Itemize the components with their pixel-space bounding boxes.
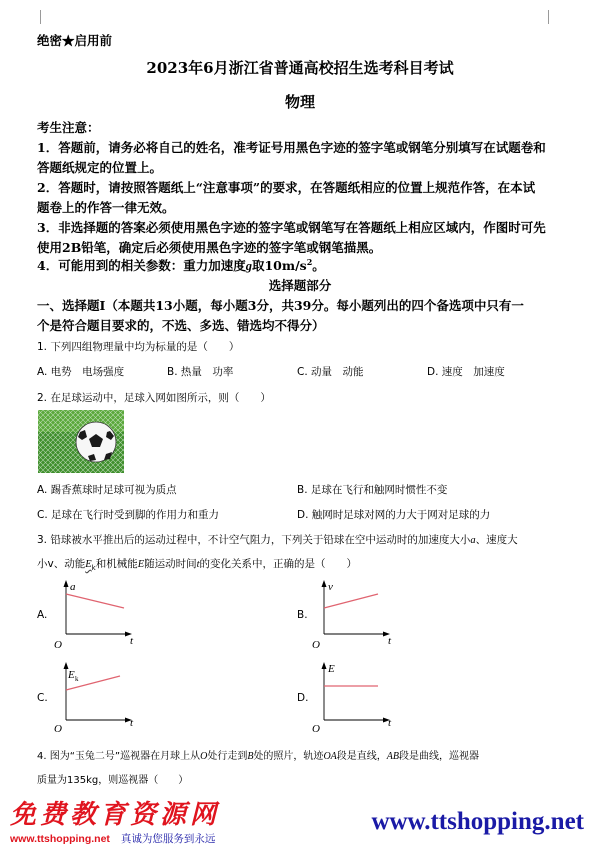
notes-heading: 考生注意： [37,120,100,135]
q4-stem-line2: 质量为135kg，则巡视器（ ） [37,775,189,786]
secret-label: 绝密★启用前 [37,33,113,48]
q3-text: 小v、动能 [37,558,86,570]
footer-brand: 免费教育资源网 [10,800,221,830]
football-goal-photo [38,410,124,473]
q1-option-d: D. 速度 加速度 [427,366,505,378]
q3-sym-a: a [470,535,476,546]
section-instruction-line1: 一、选择题Ⅰ（本题共13小题，每小题3分，共39分。每小题列出的四个备选项中只有一 [37,298,524,313]
y-axis-subscript: k [75,675,79,683]
y-axis-arrow [64,662,69,669]
footer-site-large[interactable]: www.ttshopping.net [371,808,584,835]
g-value: 取10m/s [251,258,307,273]
q4-text: 处的照片，轨迹 [253,751,324,762]
origin-label: O [312,639,320,651]
q3-text: 3. 铅球被水平推出后的运动过程中，不计空气阻力，下列关于铅球在空中运动时的加速度大小 [37,534,471,546]
q3-sym-energy: E [137,559,145,570]
q4-point-b: B [247,751,254,762]
y-axis-arrow [322,662,327,669]
graph-b-line [324,594,378,608]
q1-option-b: B. 热量 功率 [167,366,234,378]
q3-text: 、速度大 [475,534,518,546]
q3-sym-k: k [91,564,96,573]
q2-option-b: B. 足球在飞行和触网时惯性不变 [297,484,448,496]
footer-sub [10,831,220,846]
footer-site-small[interactable]: www.ttshopping.net [10,833,110,845]
notes-line: 题卷上的作答一律无效。 [37,200,175,215]
notes-line: 使用2B铅笔，确定后必须使用黑色字迹的签字笔或钢笔描黑。 [37,240,382,255]
g-symbol: g [245,259,252,273]
exam-title: 2023年6月浙江省普通高校招生选考科目考试 [146,59,454,77]
q4-stem-line1 [37,747,479,762]
origin-label: O [54,639,62,651]
corner-mark-left [26,10,41,24]
section-title: 选择题部分 [268,278,332,293]
q2-stem: 2. 在足球运动中，足球入网如图所示，则（ ） [37,392,271,404]
graph-c-label: C. [37,692,48,704]
g-superscript: 2 [306,256,313,267]
x-axis-label: t [130,717,134,729]
notes-line: 2．答题时，请按照答题纸上“注意事项”的要求，在答题纸相应的位置上规范作答，在本试 [37,180,536,195]
q3-sym-e: E [85,559,92,570]
corner-mark-right [548,10,563,24]
graph-d [308,660,408,738]
q4-text: 段是直线， [336,751,387,762]
section-instruction-line2: 个是符合题目要求的，不选、多选、错选均不得分） [37,318,325,333]
y-axis-label: E [328,663,335,675]
q3-sym-t: t [196,559,200,570]
q1-option-c: C. 动量 动能 [297,366,364,378]
q4-text: 4. 图为“玉兔二号”巡视器在月球上从 [37,751,201,762]
q3-text: 的变化关系中，正确的是（ ） [199,558,358,570]
q3-text: 和机械能 [95,558,138,570]
y-axis-arrow [322,580,327,587]
graph-b [308,578,408,654]
y-axis-label: v [328,581,333,593]
origin-label: O [312,723,320,735]
g-end: 。 [312,258,325,273]
q2-option-a: A. 踢香蕉球时足球可视为质点 [37,484,177,496]
gravity-text: 4．可能用到的相关参数：重力加速度 [37,258,246,273]
notes-line-gravity [37,256,325,274]
x-axis-label: t [130,635,134,647]
x-axis-label: t [388,717,392,729]
q4-text: 处行走到 [207,751,248,762]
q4-point-o: O [200,751,208,762]
origin-label: O [54,723,62,735]
graph-c [50,660,150,738]
notes-line: 答题纸规定的位置上。 [37,160,163,175]
q2-option-c: C. 足球在飞行时受到脚的作用力和重力 [37,509,220,521]
q4-segment-oa: OA [323,751,337,762]
q3-sym-ek [85,558,96,573]
graph-a-line [66,594,124,608]
notes-line: 1．答题前，请务必将自己的姓名，准考证号用黑色字迹的签字笔或钢笔分别填写在试题卷和 [37,140,546,155]
q1-option-a: A. 电势 电场强度 [37,366,125,378]
graph-d-label: D. [297,692,309,704]
y-axis-label: E [68,669,75,681]
graph-a-label: A. [37,609,48,621]
notes-line: 3．非选择题的答案必须使用黑色字迹的签字笔或钢笔写在答题纸上相应区域内，作图时可先 [37,220,546,235]
q1-stem: 1. 下列四组物理量中均为标量的是（ ） [37,341,240,353]
subject-title: 物理 [284,93,315,111]
q3-text: 随运动时间 [144,558,197,570]
footer-brand-block [10,800,220,846]
y-axis-arrow [64,580,69,587]
q4-text: 段是曲线，巡视器 [399,751,479,762]
q3-stem-line1 [37,532,518,547]
q4-segment-ab: AB [386,751,399,762]
footer-slogan: 真诚为您服务到永远 [120,833,216,845]
q3-stem-line2 [37,556,357,572]
q2-option-d: D. 触网时足球对网的力大于网对足球的力 [297,509,491,521]
x-axis-label: t [388,635,392,647]
graph-b-label: B. [297,609,308,621]
graph-a [50,578,150,654]
y-axis-label: a [70,581,76,593]
